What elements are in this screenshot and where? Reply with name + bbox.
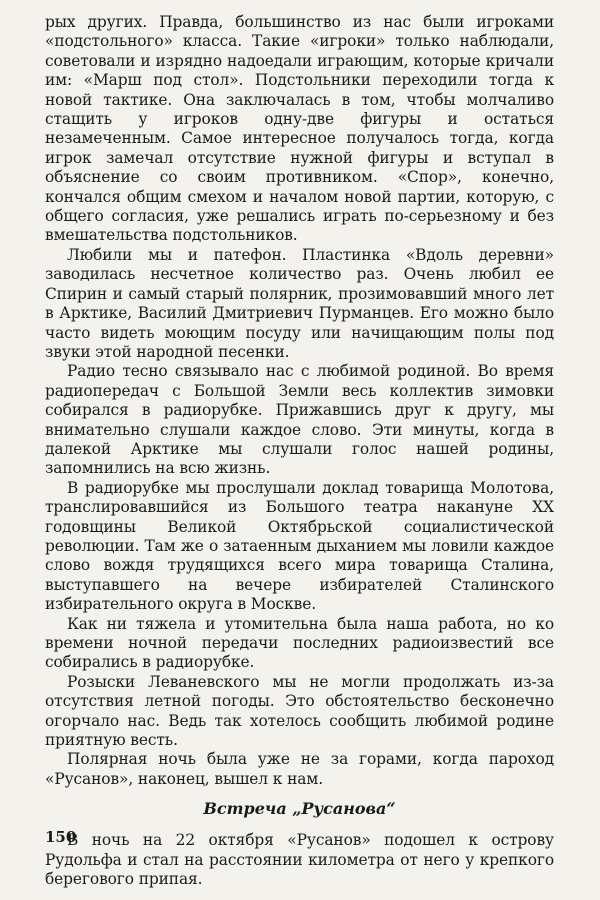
paragraph-search: Розыски Леваневского мы не могли продолжать из-за отсутствия летной погоды. Это обстоятельство бесконечно огорчало нас. Ведь так хотелось сообщить любимой родине приятную весть.	[45, 672, 554, 750]
paragraph-radiorubka: В радиорубке мы прослушали доклад товарища Молотова, транслировавшийся из Большого театра накануне XX годовщины Великой Октябрьской социалистической революции. Там же о затаенным дыханием мы ловили каждое слово вождя трудящихся всего мира товарища Сталина, выступавшего на вечере избирателей Сталинского избирательного округа в Москве.	[45, 478, 554, 614]
section-heading: Встреча „Русанова“	[203, 799, 396, 819]
paragraph-work: Как ни тяжела и утомительна была наша работа, но ко времени ночной передачи последних радиоизвестий все собирались в радиорубке.	[45, 614, 554, 672]
paragraph-patefon: Любили мы и патефон. Пластинка «Вдоль деревни» заводилась несчетное количество раз. Очень любил ее Спирин и самый старый полярник, прозимовавший много лет в Арктике, Василий Дмитриевич Пурманцев. Его можно было часто видеть моющим посуду или начищающим полы под звуки этой народной песенки.	[45, 245, 554, 361]
paragraph-polar-night: Полярная ночь была уже не за горами, когда пароход «Русанов», наконец, вышел к нам.	[45, 750, 554, 788]
paragraph-radio: Радио тесно связывало нас с любимой родиной. Во время радиопередач с Большой Земли весь коллектив зимовки собирался в радиорубке. Прижавшись друг к другу, мы внимательно слушали каждое слово. Эти минуты, когда в далекой Арктике мы слушали голос нашей родины, запомнились на всю жизнь.	[45, 362, 554, 478]
paragraph-continued: рых других. Правда, большинство из нас были игроками «подстольного» класса. Такие «игроки» только наблюдали, советовали и изрядно надоедали играющим, которые кричали им: «Марш под стол». Подстольники переходили тогда к новой тактике. Она заключалась в том, чтобы молчаливо стащить у игроков одну-две фигуры и остаться незамеченным. Самое интересное получалось тогда, когда игрок замечал отсутствие нужной фигуры и вступал в объяснение со своим противником. «Спор», конечно, кончался общим смехом и началом новой партии, которую, с общего согласия, уже решались играть по-серьезному и без вмешательства подстольников.	[45, 13, 554, 245]
paragraph-section: В ночь на 22 октября «Русанов» подошел к острову Рудольфа и стал на расстоянии километра от него у крепкого берегового припая.	[45, 831, 554, 889]
page-number: 150	[45, 828, 77, 846]
